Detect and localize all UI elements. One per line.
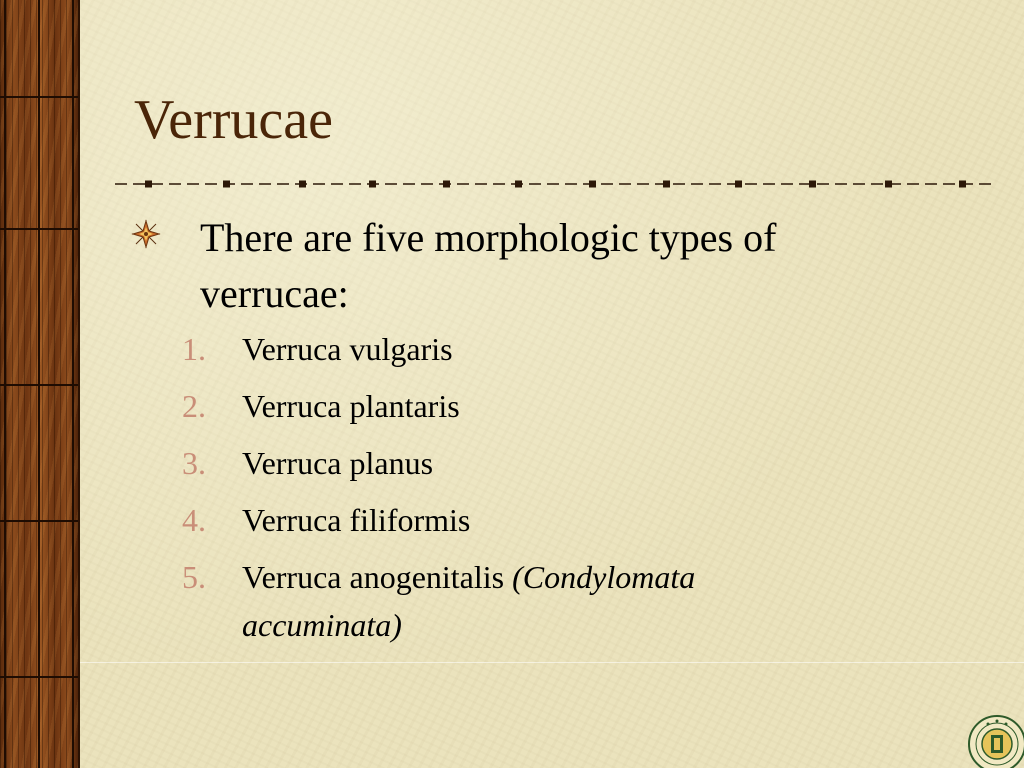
wood-border-edge (78, 0, 80, 768)
list-number: 5. (182, 559, 206, 595)
list-number: 4. (182, 502, 206, 538)
list-item-text: Verruca anogenitalis (242, 559, 505, 595)
list-item (178, 439, 838, 487)
list-item-text: Verruca plantaris (242, 388, 460, 424)
list-number: 2. (182, 388, 206, 424)
list-item (178, 325, 838, 373)
list-item-text: Verruca filiformis (242, 502, 471, 538)
list-item (178, 553, 838, 649)
list-number: 3. (182, 445, 206, 481)
title-divider (115, 176, 995, 192)
intro-text: There are five morphologic types of verrucae: (200, 215, 777, 316)
list-item-text: Verruca vulgaris (242, 331, 453, 367)
compass-star-icon (131, 219, 161, 249)
wood-border (0, 0, 78, 768)
bottom-divider (80, 662, 1024, 663)
list-item-latin-name: (Condylomata accuminata) (242, 559, 696, 643)
university-seal-logo (966, 712, 1024, 768)
list-item (178, 496, 838, 544)
morphologic-types-list (178, 325, 838, 658)
list-number: 1. (182, 331, 206, 367)
slide-title: Verrucae (134, 89, 333, 151)
list-item-text: Verruca planus (242, 445, 434, 481)
list-item (178, 382, 838, 430)
